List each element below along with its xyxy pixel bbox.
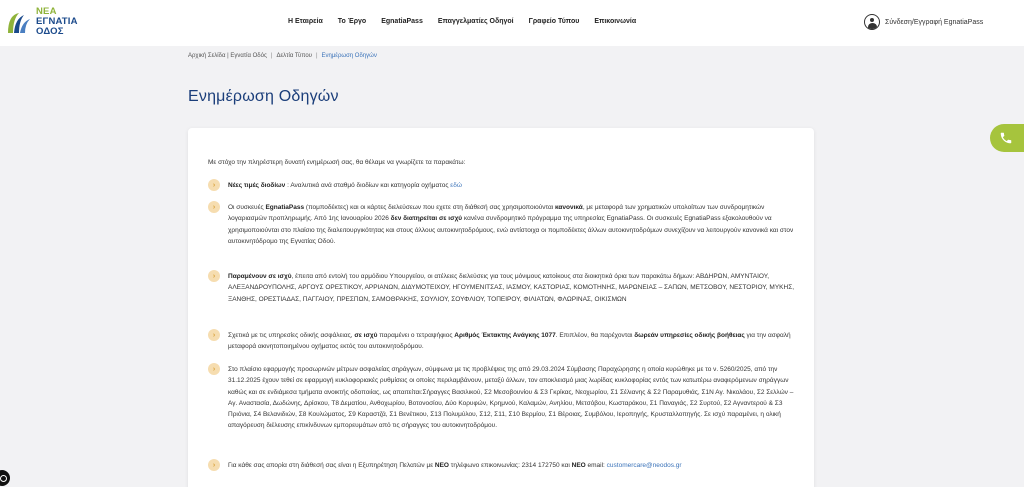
intro-text: Με στόχο την πληρέστερη δυνατή ενημέρωσή σας, θα θέλαμε να γνωρίζετε τα παρακάτω:	[208, 159, 466, 166]
item-bold: EgnatiaPass	[265, 204, 305, 211]
email-link[interactable]: customercare@neodos.gr	[606, 462, 682, 469]
item-span: email:	[585, 462, 607, 469]
phone-contact-button[interactable]	[990, 124, 1024, 152]
item-span: για την ασφαλή μεταφορά ακινητοποιημένου οχήματος εκτός του αυτοκινητοδρόμου.	[228, 332, 791, 351]
item-span: . Επιπλέον, θα παρέχονται	[555, 332, 635, 339]
item-span: , με μεταφορά των χρηματικών υπολοίπων των συνδρομητικών λογαριασμών προπληρωμής. Από 1ης Ιανουαρίου 2026	[228, 204, 765, 223]
breadcrumb-separator: |	[315, 53, 318, 59]
chevron-right-icon: ›	[208, 329, 220, 341]
item-span: (πομποδέκτες) και οι κάρτες διελεύσεων που εχετε στη διάθεσή σας χρησιμοποιούνται	[304, 204, 555, 211]
item-bold: ΝΕΟ	[434, 462, 449, 469]
site-header	[0, 0, 1024, 46]
item-bold: δεν διατηρείται σε ισχύ	[390, 215, 463, 223]
list-item	[208, 271, 798, 305]
logo-line-2: ΕΓΝΑΤΙΑ	[36, 16, 78, 27]
item-bold: κανονικά	[554, 204, 583, 211]
main-nav	[288, 18, 651, 25]
item-span: Οι συσκευές	[228, 204, 266, 211]
breadcrumb-current: Ενημέρωση Οδηγών	[321, 53, 377, 59]
nav-item-professional-drivers[interactable]: Επαγγελματίες Οδηγοί	[437, 18, 514, 25]
item-span: τηλέφωνο επικοινωνίας: 2314 172750 και	[449, 462, 572, 469]
chevron-right-icon: ›	[208, 201, 220, 213]
breadcrumb-press[interactable]: Δελτία Τύπου	[276, 53, 312, 59]
item-bold: Παραμένουν σε ισχύ	[228, 273, 292, 280]
breadcrumb-home[interactable]: Αρχική Σελίδα | Εγνατία Οδός	[188, 53, 267, 59]
item-span: Για κάθε σας απορία στη διάθεσή σας είναι η Εξυπηρέτηση Πελατών με	[228, 462, 435, 469]
item-span: , έπειτα από εντολή του αρμόδιου Υπουργείου, οι ατέλειες διελεύσεις για τους μόνιμους κατοίκους στα διοικητικά όρια των παρακάτω δήμων: ΑΒΔΗΡΩΝ, ΑΜΥΝΤΑΙΟΥ, ΑΛΕΞΑΝΔΡΟΥΠΟΛΗΣ, ΑΡΓΟΥΣ ΟΡΕΣΤΙΚΟΥ, ΑΡΡΙΑΝΩΝ, ΔΙΔΥΜΟΤΕΙΧΟΥ, ΗΓΟΥΜΕΝΙΤΣΑΣ, ΙΑΣΜΟΥ, ΚΑΣΤΟΡΙΑΣ, ΚΟΜΟΤΗΝΗΣ, ΜΑΡΩΝΕΙΑΣ – ΣΑΠΩΝ, ΜΕΤΣΟΒΟΥ, ΝΕΣΤΟΡΙΟΥ, ΜΥΚΗΣ, ΞΑΝΘΗΣ, ΟΡΕΣΤΙΑΔΑΣ, ΠΑΓΓΑΙΟΥ, ΠΡΕΣΠΩΝ, ΣΑΜΟΘΡΑΚΗΣ, ΣΟΥΛΙΟΥ, ΣΟΥΦΛΙΟΥ, ΤΟΠΕΙΡΟΥ, ΦΙΛΙΑΤΩΝ, ΦΛΩΡΙΝΑΣ, ΟΙΚΙΣΜΩΝ	[228, 273, 795, 303]
list-item	[208, 202, 798, 247]
item-text	[228, 180, 462, 191]
list-item	[208, 460, 798, 471]
nav-item-company[interactable]: Η Εταιρεία	[288, 18, 323, 25]
item-text	[228, 202, 798, 247]
logo-line-1: ΝΕΑ	[36, 6, 57, 17]
login-label: Σύνδεση/Εγγραφή EgnatiaPass	[885, 18, 984, 26]
item-bold: σε ισχύ	[354, 332, 378, 339]
breadcrumb	[188, 53, 377, 59]
breadcrumb-separator: |	[270, 53, 273, 59]
item-span: παραμένει ο τετραψήφιος	[377, 332, 455, 339]
item-text: Στο πλαίσιο εφαρμογής προσωρινών μέτρων ασφαλείας σηράγγων, σύμφωνα με τις προβλέψεις της από 29.03.2024 Σύμβασης Παραχώρησης η οποία κυρώθηκε με το ν. 5260/2025, από την 31.12.2025 έχουν τεθεί σε εφαρμογή κυκλοφοριακές ρυθμίσεις οι οποίες περιλαμβάνουν, μεταξύ άλλων, τον αποκλεισμό μιας λωρίδας κυκλοφορίας εντός των κατωτέρω αναφερόμενων σηράγγων καθώς και σε ενδιάμεσα τμήματα ανοικτής οδοποιίας, ως απαιτείται:Σήραγγες Βασιλικού, Σ2 Μεσοβουνίου & Σ3 Γκρίκας, Νεοχωρίου, Σ1 Σέλιανης & Σ2 Παραμυθιάς, Σ1Ν Αγ. Νικολάου, Σ2 Σελλών – Αγ. Αναστασία, Δωδώνης, Δρίσκου, Τ8 Δεματίου, Ανθοχωρίου, Βοτονοσίου, Δύο Κορυφών, Κρημνού, Καλαμών, Ανηλίου, Μετσόβου, Κωσταράκου, Σ1 Παναγιάς, Σ2 Συρτού, Σ2 Αγναντερού & Σ3 Πριόνια, Σ4 Βελανιδιών, Σ8 Κουλώματος, Σ9 Καραστζά, Σ1 Βενέτικου, Σ13 Πολυμύλου, Σ12, Σ11, Σ10 Βερμίου, Σ1 Βέροιας, Συμβόλου, Ιεροπηγής, Κρυσταλλοπηγής. Σε ισχύ παραμένει, η ολική απαγόρευση διέλευσης επικίνδυνων εμπορευμάτων από τις σήραγγες του αυτοκινητοδρόμου.	[228, 366, 794, 430]
chevron-right-icon: ›	[208, 179, 220, 191]
tolls-link[interactable]: εδώ	[450, 182, 462, 189]
login-link[interactable]	[864, 14, 983, 30]
accessibility-widget-button[interactable]	[0, 470, 10, 486]
phone-icon	[999, 131, 1013, 145]
list-item	[208, 364, 798, 432]
user-icon	[864, 14, 880, 30]
chevron-right-icon: ›	[208, 363, 220, 375]
item-text	[228, 460, 682, 471]
page-title: Ενημέρωση Οδηγών	[188, 88, 339, 105]
item-span: : Αναλυτικά ανά σταθμό διοδίων και κατηγορία οχήματος	[285, 182, 451, 189]
list-item	[208, 180, 798, 191]
item-span: κανένα συνδρομητικό πρόγραμμα της υπηρεσίας EgnatiaPass. Οι συσκευές EgnatiaPass εξακολουθούν να χρησιμοποιούνται στο πλαίσιο της διαλειτουργικότητας και στους άλλους αυτοκινητοδρόμους, ενώ αντίστοιχα οι πομποδέκτες άλλων αυτοκινητοδρόμων συνεχίζουν να λειτουργούν κανονικά και στον αυτοκινητόδρομο της Εγνατίας Οδού.	[228, 215, 794, 245]
item-bold: Νέες τιμές διοδίων	[228, 182, 286, 189]
site-logo[interactable]	[4, 5, 86, 41]
nav-item-egnatiapass[interactable]: EgnatiaPass	[381, 18, 423, 25]
list-item	[208, 330, 798, 353]
item-span: Σχετικά με τις υπηρεσίες οδικής ασφάλειας,	[228, 332, 355, 339]
item-bold: Αριθμός Έκτακτης Ανάγκης 1077	[454, 332, 556, 339]
nav-item-contact[interactable]: Επικοινωνία	[594, 18, 637, 25]
item-bold: δωρεάν υπηρεσίες οδικής βοήθειας	[634, 332, 745, 339]
item-text	[228, 271, 798, 305]
logo-mark-icon	[4, 7, 34, 37]
nav-item-press-office[interactable]: Γραφείο Τύπου	[528, 18, 580, 25]
chevron-right-icon: ›	[208, 270, 220, 282]
chevron-right-icon: ›	[208, 459, 220, 471]
logo-text	[36, 7, 78, 37]
item-bold: ΝΕΟ	[571, 462, 586, 469]
content-card	[188, 128, 814, 487]
logo-line-3: ΟΔΟΣ	[36, 26, 64, 37]
item-text	[228, 330, 798, 353]
nav-item-project[interactable]: Το Έργο	[337, 18, 367, 25]
